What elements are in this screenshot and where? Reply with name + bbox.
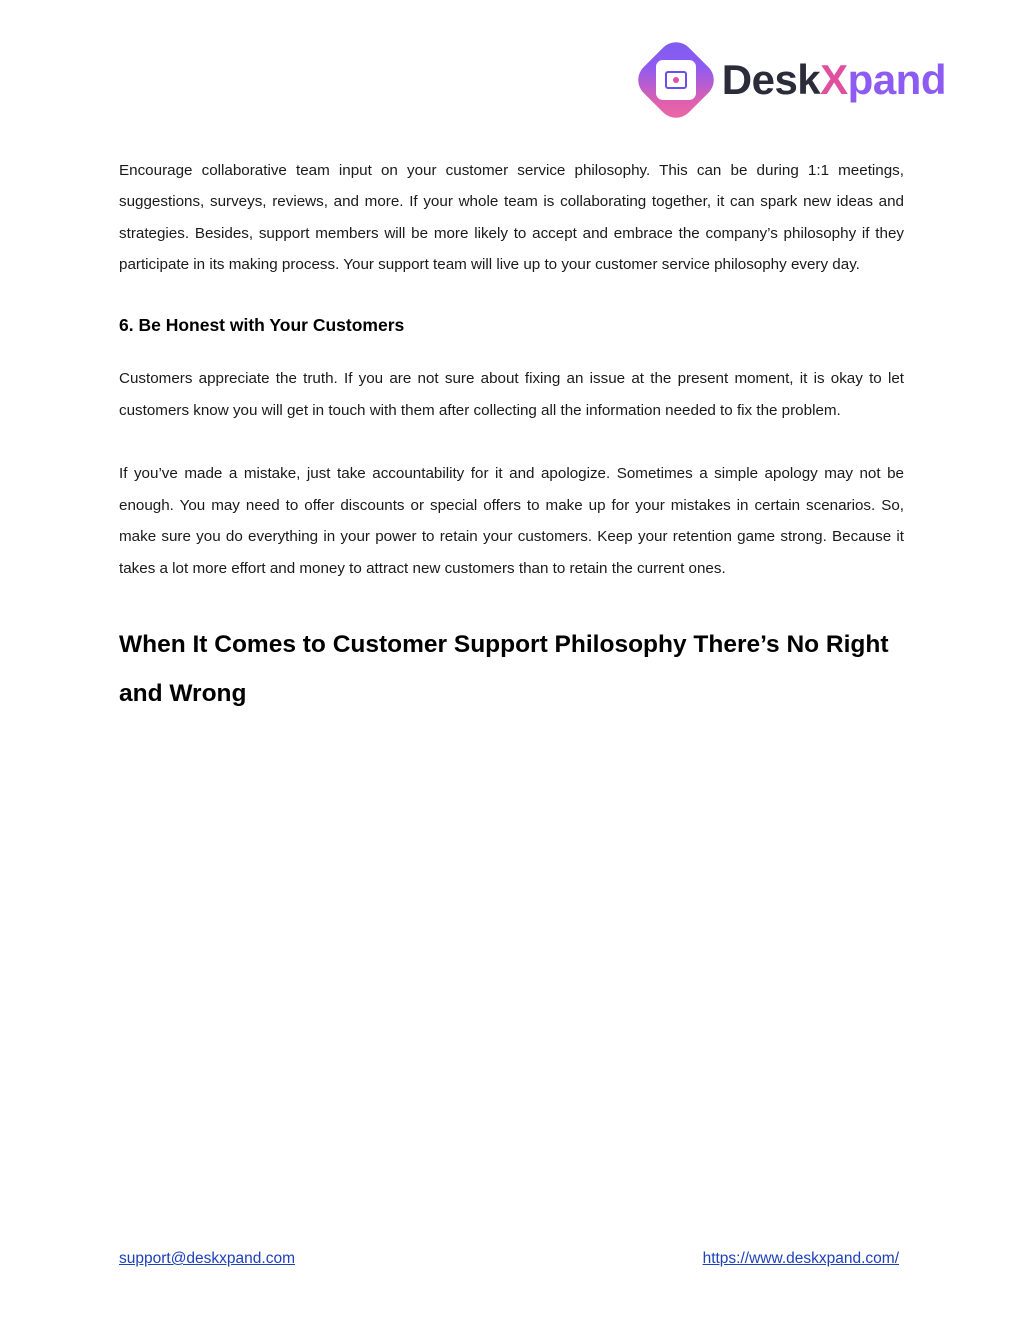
paragraph-made-a-mistake: If you’ve made a mistake, just take accountability for it and apologize. Sometimes a simple apology may not be enough. You may need to offer discounts or special offers to make up for your mistakes in certain scenarios. So, make sure you do everything in your power to retain your customers. Keep your retention game strong. Because it takes a lot more effort and money to attract new customers than to retain the current ones. <box>119 465 904 577</box>
footer-website-link[interactable]: https://www.deskxpand.com/ <box>702 1250 899 1267</box>
paragraph-customers-appreciate-truth: Customers appreciate the truth. If you are not sure about fixing an issue at the present moment, it is okay to let customers know you will get in touch with them after collecting all the information needed to fix the problem. <box>119 370 904 419</box>
main-heading-line1: When It Comes to Customer Support Philosophy There’s No Right <box>119 631 889 659</box>
document-body <box>119 155 904 718</box>
footer-email-link[interactable]: support@deskxpand.com <box>119 1250 295 1267</box>
paragraph-collaborative-input: Encourage collaborative team input on your customer service philosophy. This can be during 1:1 meetings, suggestions, surveys, reviews, and more. If your whole team is collaborating together, it can spark new ideas and strategies. Besides, support members will be more likely to accept and embrace the company’s philosophy if they participate in its making process. Your support team will live up to your customer service philosophy every day. <box>119 162 904 274</box>
logo-word-x: X <box>820 56 848 103</box>
logo-monitor-icon <box>665 71 687 89</box>
logo-wordmark <box>721 56 946 103</box>
logo-word-desk: Desk <box>721 56 821 103</box>
main-heading-line2: and Wrong <box>119 680 247 708</box>
document-footer <box>119 1250 905 1268</box>
main-heading <box>119 620 904 718</box>
document-header <box>644 48 946 112</box>
logo-word-pand: pand <box>847 56 946 103</box>
logo-inner-square <box>656 60 696 100</box>
section-heading-be-honest: 6. Be Honest with Your Customers <box>119 314 405 335</box>
deskxpand-logo-icon <box>644 48 708 112</box>
